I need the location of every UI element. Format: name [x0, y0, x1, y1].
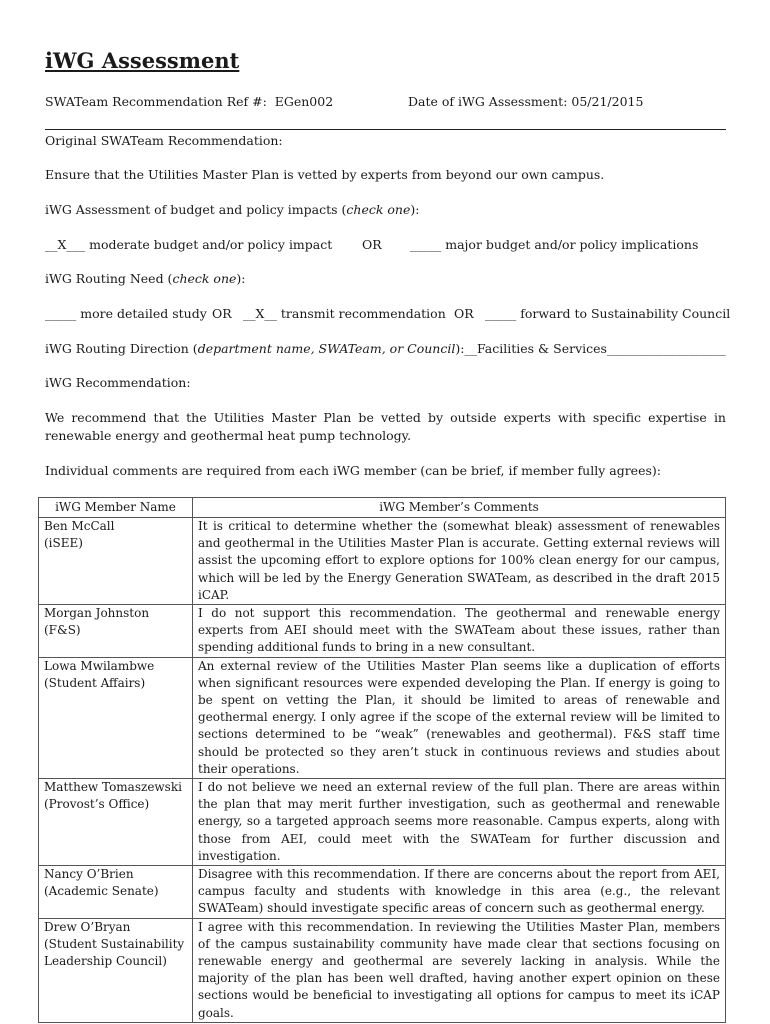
comments-intro: Individual comments are required from each iWG member (can be brief, if member fully agrees): — [45, 463, 661, 478]
table-row — [39, 657, 726, 778]
member-affiliation: (Academic Senate) — [44, 884, 159, 899]
budget-option1-mark: __X___ — [45, 237, 86, 252]
member-affiliation: (F&S) — [44, 623, 81, 638]
member-cell — [39, 779, 193, 866]
member-name: Drew O’Bryan — [44, 919, 131, 934]
date-line — [408, 94, 643, 109]
recommendation-text: We recommend that the Utilities Master Plan be vetted by outside experts with specific expertise in renewable energy and geothermal heat pump technology. — [45, 410, 726, 443]
member-name: Matthew Tomaszewski — [44, 780, 182, 795]
routing-or-1: OR — [212, 306, 232, 321]
header-member-name: iWG Member Name — [39, 498, 193, 518]
routing-option-transmit[interactable]: __X__ transmit recommendation — [243, 306, 446, 321]
member-name: Ben McCall — [44, 519, 115, 533]
original-text: Ensure that the Utilities Master Plan is vetted by experts from beyond our own campus. — [45, 167, 605, 182]
member-name: Nancy O’Brien — [44, 867, 134, 882]
table-row — [39, 779, 726, 866]
table-row — [39, 918, 726, 1022]
header-member-comments: iWG Member’s Comments — [193, 498, 726, 518]
member-cell — [39, 657, 193, 778]
budget-option2-text: major budget and/or policy implications — [445, 237, 699, 252]
member-comment: I do not believe we need an external review of the full plan. There are areas within the plan that may merit further investigation, such as geothermal and renewable energy, so a targeted approach seems more reasonable. Campus experts, along with those from AEI, could meet with the SWATeam for further discussion and investigation. — [193, 779, 726, 866]
ref-value: EGen002 — [274, 94, 334, 109]
reference-line — [45, 94, 333, 109]
member-affiliation: (iSEE) — [44, 536, 83, 551]
member-comment: I agree with this recommendation. In reviewing the Utilities Master Plan, members of the campus sustainability community have made clear that sections focusing on renewable energy and geothermal are severely lacking in analysis. While the majority of the plan has been well drafted, having another expert opinion on these sections would be beneficial to investigating all options for campus to meet its iCAP goals. — [193, 918, 726, 1022]
table-header-row — [39, 498, 726, 518]
member-affiliation: (Student Sustainability Leadership Council) — [44, 936, 185, 969]
budget-label: iWG Assessment of budget and policy impacts (check one): — [45, 202, 420, 217]
routing-need-label: iWG Routing Need (check one): — [45, 271, 246, 286]
budget-option-moderate[interactable] — [45, 237, 332, 252]
routing-option-study[interactable]: _____ more detailed study — [45, 306, 207, 321]
routing-direction-value[interactable]: __Facilities & Services___________________ — [464, 341, 726, 356]
budget-option-major[interactable] — [410, 237, 698, 252]
budget-option1-text: moderate budget and/or policy impact — [89, 237, 333, 252]
member-cell — [39, 918, 193, 1022]
member-comments-table — [38, 497, 726, 1023]
table-row — [39, 605, 726, 658]
recommendation-label: iWG Recommendation: — [45, 375, 191, 390]
original-label: Original SWATeam Recommendation: — [45, 133, 283, 148]
date-value: 05/21/2015 — [571, 94, 644, 109]
member-comment: Disagree with this recommendation. If there are concerns about the report from AEI, campus faculty and students with knowledge in this area (e.g., the relevant SWATeam) should investigate specific areas of concern such as geothermal energy. — [193, 866, 726, 919]
member-cell — [39, 518, 193, 605]
member-cell — [39, 605, 193, 658]
table-row — [39, 518, 726, 605]
date-label: Date of iWG Assessment: — [408, 94, 568, 109]
member-comment: I do not support this recommendation. The geothermal and renewable energy experts from AEI should meet with the SWATeam about these issues, rather than spending additional funds to bring in a new consultant. — [193, 605, 726, 658]
page-title: iWG Assessment — [45, 48, 240, 73]
member-affiliation: (Student Affairs) — [44, 675, 146, 690]
header-divider — [45, 129, 726, 130]
member-comment: An external review of the Utilities Master Plan seems like a duplication of efforts when significant resources were expended developing the Plan. If energy is going to be spent on vetting the Plan, it should be limited to areas of renewable and geothermal energy. I only agree if the scope of the external review will be limited to sections determined to be “weak” (renewables and geothermal). F&S staff time should be protected so they aren’t stuck in continuous reviews and studies about their operations. — [193, 657, 726, 778]
member-name: Lowa Mwilambwe — [44, 658, 155, 673]
ref-label: SWATeam Recommendation Ref #: — [45, 94, 267, 109]
table-row — [39, 866, 726, 919]
member-cell — [39, 866, 193, 919]
budget-or: OR — [362, 237, 382, 252]
member-comment: It is critical to determine whether the (somewhat bleak) assessment of renewables and geothermal in the Utilities Master Plan is accurate. Getting external reviews will assist the upcoming effort to explore options for 100% clean energy for our campus, which will be led by the Energy Generation SWATeam, as described in the draft 2015 iCAP. — [193, 518, 726, 605]
routing-direction: iWG Routing Direction (department name, SWATeam, or Council):__Facilities & Services___________________ — [45, 341, 726, 356]
budget-option2-mark: _____ — [410, 237, 442, 252]
routing-or-2: OR — [454, 306, 474, 321]
member-name: Morgan Johnston — [44, 606, 150, 621]
member-affiliation: (Provost’s Office) — [44, 797, 150, 812]
routing-option-council[interactable]: _____ forward to Sustainability Council — [485, 306, 731, 321]
